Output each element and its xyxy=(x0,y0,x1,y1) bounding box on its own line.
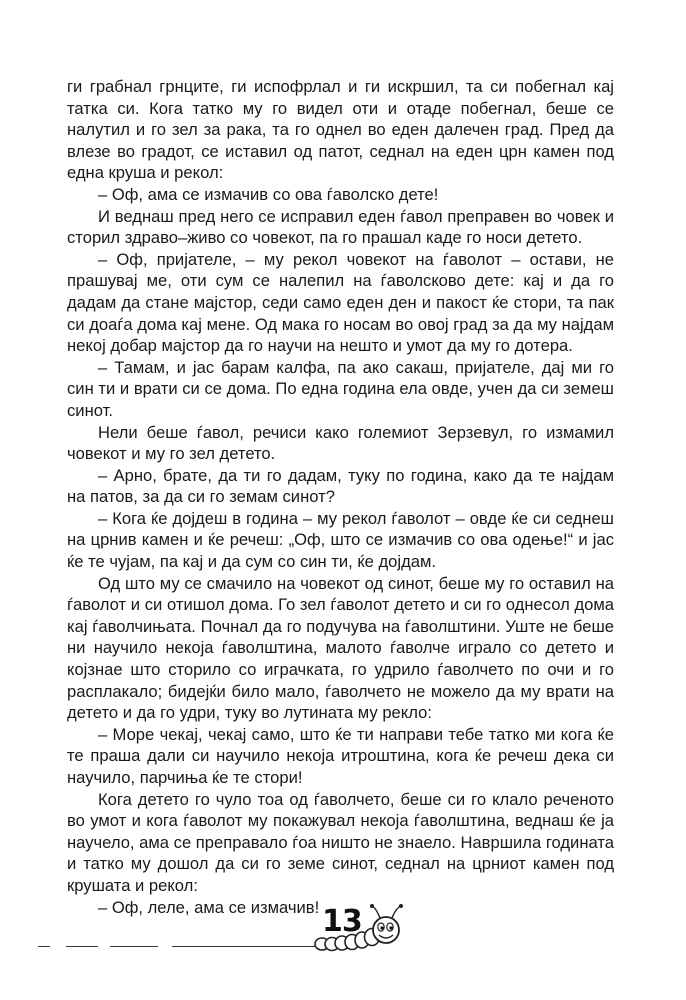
footer-dash xyxy=(66,946,98,947)
body-text xyxy=(67,76,614,918)
paragraph: Кога детето го чуло тоа од ѓаволчето, беше си го клало реченото во умот и кога ѓаволот му покажувал некоја ѓаволштина, веднаш ќе ја научело, ама се преправало ѓоа ништо не знаело. Навршила годината и татко му дошол да си го земе синот, седнал на црниот камен под крушата и рекол: xyxy=(67,789,614,895)
footer-dash xyxy=(110,946,158,947)
paragraph: ги грабнал грнците, ги испофрлал и ги искршил, та си побегнал кај татка си. Кога татко му го видел оти и отаде побегнал, беше се налутил и го зел за рака, та го однел во еден далечен град. Пред да влезе во градот, се иставил од патот, седнал на еден црн камен под една круша и рекол: xyxy=(67,77,614,183)
page-footer xyxy=(0,900,686,960)
paragraph: – Оф, леле, ама се измачив! xyxy=(98,897,320,917)
paragraph: Нели беше ѓавол, речиси како големиот Зерзевул, го измамил човекот и му го зел детето. xyxy=(67,422,614,464)
footer-dash xyxy=(172,946,322,947)
paragraph: – Оф, пријателе, – му рекол човекот на ѓаволот – остави, не прашувај ме, оти сум се налепил на ѓаволскoво дете: кај и да го дадам да стане мајстор, седи само еден ден и пакост ќе стори, та пак си доаѓа дома кај мене. Од мака го носам во овој град за да му најдам некој добар мајстор да го научи на нешто и умот да му го дотера. xyxy=(67,249,614,356)
paragraph: – Арно, брате, да ти го дадам, туку по година, како да те најдам на патов, за да си го земам синот? xyxy=(67,465,614,507)
paragraph: – Кога ќе дојдеш в година – му рекол ѓаволот – овде ќе си седнеш на црнив камен и ќе речеш: „Оф, што се измачив со ова одење!“ и јас ќе те чујам, па кај и да сум со син ти, ќе дојдам. xyxy=(67,508,614,572)
paragraph: – Море чекај, чекај само, што ќе ти направи тебе татко ми кога ќе те праша дали си научило некоја итроштина, кога ќе речеш дека си научило, парчиња ќе те стори! xyxy=(67,724,614,787)
paragraph: И веднаш пред него се исправил еден ѓавол преправен во човек и сторил здраво–живо со човекот, па го прашал каде го носи детето. xyxy=(67,206,614,248)
paragraph: – Оф, ама се измачив со ова ѓаволско дете! xyxy=(98,184,439,204)
paragraph: – Тамам, и јас барам калфа, па ако сакаш, пријателе, дај ми го син ти и врати си се дома. По една година ела овде, учен да си земеш синот. xyxy=(67,357,614,420)
footer-dash xyxy=(38,946,50,947)
paragraph: Од што му се смачило на човекот од синот, беше му го оставил на ѓаволот и си отишол дома. Го зел ѓаволот детето и си го однесол дома кај ѓаволчињата. Почнал да го подучува на ѓаволштини. Уште не беше ни научило некоја ѓаволштина, малото ѓаволче играло со детето и којзнае што сторило со играчката, го удрило ѓаволчето по очи и го расплакало; бидејќи било мало, ѓаволчето не можело да му врати на детето и да го удри, туку во лутината му рекло: xyxy=(67,573,614,723)
page-number: 13 xyxy=(322,904,362,939)
